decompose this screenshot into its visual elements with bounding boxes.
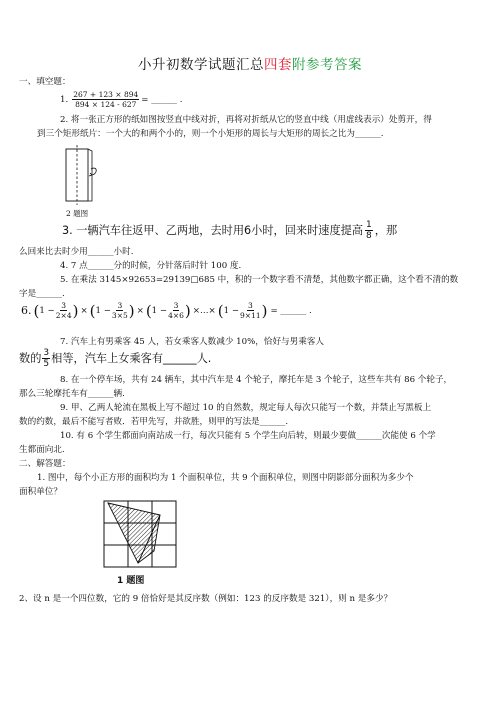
question-2-line-1: 2. 将一张正方形的纸如图按竖直中线对折，再将对折纸从它的竖直中线（用虚线表示）处剪开，得	[60, 115, 432, 125]
question-5-line-1: 5. 在乘法 3145×92653=29139□685 中，积的一个数字看不清楚，其他数字都正确，这个看不清的数	[60, 275, 459, 285]
question-2-line-2: 到三个矩形纸片：一个大的和两个小的，则一个小矩形的周长与大矩形的周长之比为______.	[37, 129, 384, 139]
question-3-denominator: 8	[366, 231, 372, 241]
question-6-one-minus: 1 −	[39, 305, 55, 316]
question-3-line-1	[62, 220, 397, 241]
answer-question-1-line-2: 面积单位？	[19, 487, 62, 497]
question-4: 4. 7 点______分的时候，分针落后时针 100 度.	[60, 261, 242, 271]
title-highlight-green: 附参考答案	[292, 57, 362, 73]
folded-paper-diagram	[58, 143, 108, 215]
question-8-line-2: 那么三轮摩托车有______辆.	[19, 389, 125, 399]
question-8-line-1: 8. 在一个停车场，共有 24 辆车，其中汽车是 4 个轮子，摩托车是 3 个轮子，这些车共有 86 个轮子，	[60, 375, 453, 385]
question-6-term-2-den: 3×5	[111, 311, 128, 320]
question-6-times-2: ×	[136, 305, 144, 316]
title-highlight-red: 四套	[264, 57, 292, 73]
question-10-line-2: 生都面向北.	[19, 445, 65, 455]
question-1-fraction	[72, 90, 139, 109]
question-6-term-3-num: 3	[173, 301, 179, 310]
question-1-number: 1.	[60, 94, 69, 105]
answer-question-2: 2、设 n 是一个四位数，它的 9 倍恰好是其反序数（例如：123 的反序数是 321），则 n 是多少？	[19, 594, 393, 604]
question-6-one-minus-4: 1 −	[223, 305, 240, 316]
question-5-line-2: 字是______.	[19, 289, 65, 299]
question-6-term-3-den: 4×6	[168, 311, 184, 320]
question-6-term-4	[239, 301, 262, 320]
question-6-one-minus-2: 1 −	[95, 305, 111, 316]
question-6-label: 6.	[21, 303, 32, 317]
question-6-term-1	[55, 301, 73, 320]
section-heading-fill-blank: 一、填空题：	[19, 77, 71, 87]
question-7-denominator: 5	[43, 359, 50, 369]
question-6-one-minus-3: 1 −	[151, 305, 168, 316]
question-1-numerator: 267 + 123 × 894	[73, 90, 139, 99]
question-7-numerator: 3	[43, 348, 50, 358]
question-1-denominator: 894 × 124 - 627	[75, 100, 137, 109]
question-6-ellipsis: ×…×	[192, 305, 216, 316]
question-3-fraction	[365, 220, 373, 241]
page-title	[0, 53, 500, 73]
question-6-term-4-num: 3	[247, 301, 253, 310]
question-3-line-2: 么回来比去时少用______小时.	[19, 247, 134, 257]
question-7-text-a: 数的	[19, 351, 42, 365]
question-9-line-2: 数的约数，最后不能写者败．若甲先写，并欲胜，则甲的写法是______.	[19, 417, 289, 427]
question-6-term-2-num: 3	[117, 301, 123, 310]
question-6-times-1: ×	[80, 305, 88, 316]
question-6-term-3	[167, 301, 185, 320]
question-6-term-2	[111, 301, 129, 320]
question-6-tail: = ______ .	[270, 305, 312, 316]
grid-figure	[100, 497, 182, 571]
grid-figure-caption: 1 题图	[117, 576, 145, 586]
shaded-grid-diagram	[100, 497, 182, 571]
question-6: 6. ( 1 − $\frac{3}{2\times 4}$ ) × ( 1 − $\frac{3}{3\times 5}$ ) × ( 1 − $\frac{3}{4\times 6}$ ) ×…× ( 1 − $\frac{3}{9\times 11}$ ) = ______ .	[21, 301, 312, 320]
question-6-term-1-num: 3	[61, 301, 67, 310]
question-3-text-b: ，那	[374, 223, 398, 237]
question-2-figure	[58, 143, 108, 215]
question-7-text-b: 相等，汽车上女乘客有______人.	[51, 351, 212, 365]
question-6-term-4-den: 9×11	[240, 311, 261, 320]
question-1-tail: = ______ .	[141, 94, 183, 105]
title-main: 小升初数学试题汇总	[138, 57, 264, 73]
question-6-term-1-den: 2×4	[55, 311, 72, 320]
answer-question-1-line-1: 1. 图中，每个小正方形的面积均为 1 个面积单位，共 9 个面积单位，则图中阴影部分面积为多少个	[37, 473, 414, 483]
question-7-line-2	[19, 348, 211, 369]
question-3-text-a: 3. 一辆汽车往返甲、乙两地，去时用6小时，回来时速度提高	[62, 223, 364, 237]
question-7-line-1: 7. 汽车上有男乘客 45 人，若女乘客人数减少 10%，恰好与男乘客人	[60, 337, 325, 347]
question-1	[60, 90, 182, 109]
question-7-fraction	[42, 348, 50, 369]
section-heading-solve: 二、解答题：	[19, 459, 71, 469]
question-3-numerator: 1	[366, 220, 372, 230]
question-10-line-1: 10. 有 6 个学生都面向南站成一行，每次只能有 5 个学生向后转，则最少要做______次能使 6 个学	[60, 431, 436, 441]
question-2-caption: 2 题图	[66, 209, 89, 218]
question-9-line-1: 9. 甲、乙两人轮流在黑板上写不超过 10 的自然数，规定每人每次只能写一个数，并禁止写黑板上	[60, 403, 432, 413]
